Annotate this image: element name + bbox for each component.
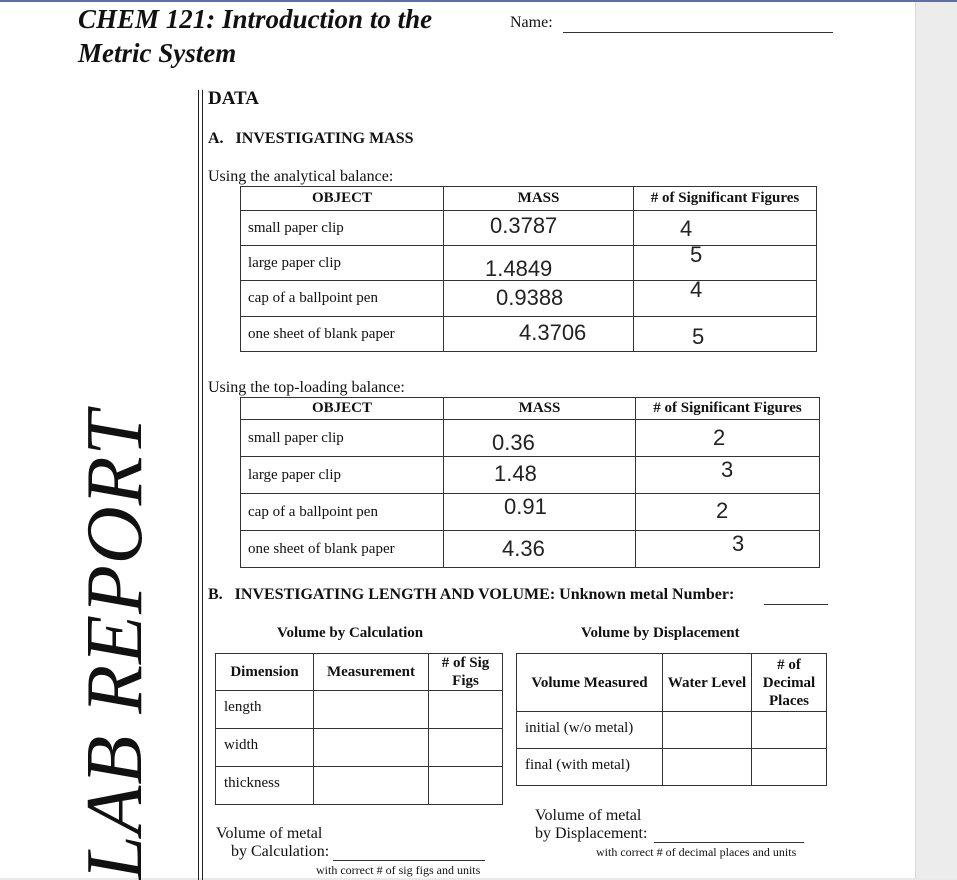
table-row xyxy=(241,246,817,281)
water-level-cell[interactable] xyxy=(663,749,752,786)
sig-figs-cell xyxy=(636,531,820,568)
mass-cell xyxy=(444,317,634,352)
course-title: CHEM 121: Introduction to the Metric System xyxy=(78,4,433,68)
col-header-measurement: Measurement xyxy=(314,654,429,691)
mass-value: 1.4849 xyxy=(485,256,553,281)
mass-value: 0.36 xyxy=(492,430,535,455)
object-cell: one sheet of blank paper xyxy=(241,531,444,568)
sig-figs-cell xyxy=(634,211,817,246)
table-row xyxy=(216,729,503,767)
sig-figs-cell[interactable] xyxy=(429,729,503,767)
col-header-decimal-places: # of Decimal Places xyxy=(752,654,827,712)
col-header-mass: MASS xyxy=(444,398,636,420)
mass-cell xyxy=(444,457,636,494)
object-cell: large paper clip xyxy=(241,246,444,281)
mass-cell xyxy=(444,420,636,457)
disp-volume-label-line2: by Displacement: xyxy=(535,825,648,842)
dimension-cell: width xyxy=(216,729,314,767)
sig-figs-value: 4 xyxy=(680,216,693,241)
dimension-cell: thickness xyxy=(216,767,314,805)
mass-value: 4.3706 xyxy=(519,320,587,345)
table-row xyxy=(517,712,827,749)
analytical-balance-caption: Using the analytical balance: xyxy=(208,168,394,185)
object-cell: large paper clip xyxy=(241,457,444,494)
calc-volume-label-line1: Volume of metal xyxy=(216,825,323,842)
sig-figs-cell xyxy=(634,317,817,352)
table-row xyxy=(216,691,503,729)
analytical-mass-table xyxy=(240,186,817,352)
sig-figs-value: 5 xyxy=(692,324,705,349)
mass-cell xyxy=(444,211,634,246)
mass-value: 4.36 xyxy=(502,536,545,561)
measurement-cell[interactable] xyxy=(314,767,429,805)
side-title: LAB REPORT xyxy=(71,410,159,880)
sig-figs-cell xyxy=(636,494,820,531)
sig-figs-value: 2 xyxy=(716,498,729,523)
calc-volume-field-line xyxy=(333,860,485,861)
disp-volume-label xyxy=(535,807,705,843)
scrollbar-track[interactable] xyxy=(915,2,957,878)
table-row xyxy=(241,531,820,568)
table-row xyxy=(241,420,820,457)
table-row xyxy=(241,494,820,531)
sig-figs-cell xyxy=(636,457,820,494)
calc-volume-label-line2: by Calculation: xyxy=(231,843,330,860)
sig-figs-cell[interactable] xyxy=(429,691,503,729)
volume-displacement-heading: Volume by Displacement xyxy=(581,625,740,641)
volume-measured-cell: initial (w/o metal) xyxy=(517,712,663,749)
data-heading: DATA xyxy=(208,88,260,109)
mass-cell xyxy=(444,531,636,568)
volume-measured-cell: final (with metal) xyxy=(517,749,663,786)
toploading-balance-caption: Using the top-loading balance: xyxy=(208,379,405,396)
col-header-dimension: Dimension xyxy=(216,654,314,691)
dimension-cell: length xyxy=(216,691,314,729)
col-header-object: OBJECT xyxy=(241,398,444,420)
sig-figs-cell xyxy=(634,242,817,281)
margin-rule xyxy=(202,90,203,880)
table-row xyxy=(216,767,503,805)
col-header-sig-figs: # of Significant Figures xyxy=(636,398,820,420)
section-b-heading: B. INVESTIGATING LENGTH AND VOLUME: Unknown metal Number: xyxy=(208,586,735,603)
col-header-water-level: Water Level xyxy=(663,654,752,712)
mass-value: 0.91 xyxy=(504,494,547,519)
decimal-places-cell[interactable] xyxy=(752,749,827,786)
table-row xyxy=(241,211,817,246)
sig-figs-cell xyxy=(634,277,817,317)
mass-cell xyxy=(444,494,636,531)
calc-volume-note: with correct # of sig figs and units xyxy=(316,863,481,877)
mass-value: 0.9388 xyxy=(496,285,564,310)
unknown-number-field-line xyxy=(764,604,828,605)
disp-volume-note: with correct # of decimal places and units xyxy=(596,845,797,859)
table-row xyxy=(241,457,820,494)
name-field-line xyxy=(563,32,833,33)
col-header-sig-figs: # of Sig Figs xyxy=(429,654,503,691)
mass-value: 0.3787 xyxy=(490,213,558,238)
object-cell: cap of a ballpoint pen xyxy=(241,281,444,317)
mass-cell xyxy=(444,281,634,317)
col-header-mass: MASS xyxy=(444,187,634,211)
disp-volume-label-line1: Volume of metal xyxy=(535,807,642,824)
table-row xyxy=(241,317,817,352)
sig-figs-value: 3 xyxy=(721,457,734,482)
col-header-volume-measured: Volume Measured xyxy=(517,654,663,712)
object-cell: small paper clip xyxy=(241,211,444,246)
calc-volume-label xyxy=(216,825,366,861)
sig-figs-value: 5 xyxy=(690,242,703,267)
measurement-cell[interactable] xyxy=(314,691,429,729)
measurement-cell[interactable] xyxy=(314,729,429,767)
sig-figs-value: 3 xyxy=(732,531,745,556)
decimal-places-cell[interactable] xyxy=(752,712,827,749)
sig-figs-value: 2 xyxy=(713,425,726,450)
disp-volume-field-line xyxy=(654,842,804,843)
calculation-table xyxy=(215,653,503,805)
sig-figs-value: 4 xyxy=(690,277,703,302)
volume-calculation-heading: Volume by Calculation xyxy=(277,625,424,641)
table-row xyxy=(517,749,827,786)
sig-figs-cell[interactable] xyxy=(429,767,503,805)
col-header-sig-figs: # of Significant Figures xyxy=(634,187,817,211)
object-cell: one sheet of blank paper xyxy=(241,317,444,352)
mass-cell xyxy=(444,246,634,281)
object-cell: cap of a ballpoint pen xyxy=(241,494,444,531)
document-page xyxy=(0,2,915,878)
displacement-table xyxy=(516,653,827,786)
margin-rule xyxy=(198,90,199,880)
toploading-mass-table xyxy=(240,397,820,568)
table-row xyxy=(241,281,817,317)
mass-value: 1.48 xyxy=(494,461,537,486)
object-cell: small paper clip xyxy=(241,420,444,457)
col-header-object: OBJECT xyxy=(241,187,444,211)
name-label: Name: xyxy=(510,14,553,31)
section-a-heading: A. INVESTIGATING MASS xyxy=(208,130,414,147)
sig-figs-cell xyxy=(636,420,820,457)
water-level-cell[interactable] xyxy=(663,712,752,749)
